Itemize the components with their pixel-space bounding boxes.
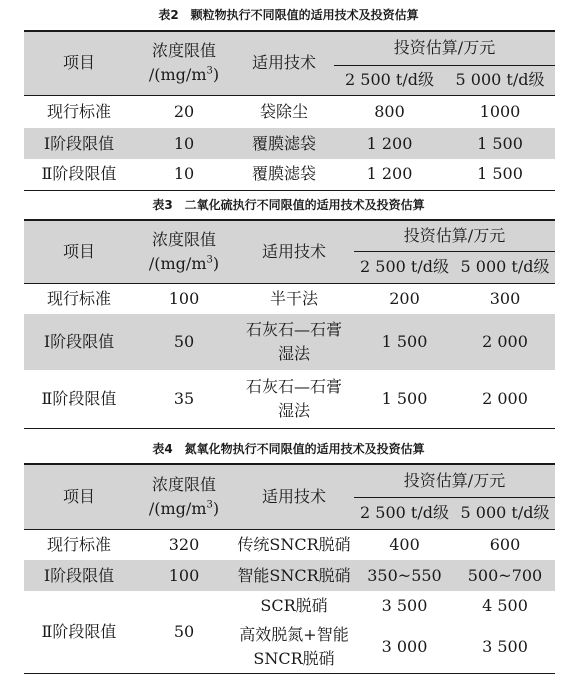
t3-header-concentration [134, 220, 234, 283]
t4-header-investment: 投资估算/万元 [354, 464, 555, 497]
t2-cell-2500: 800 [374, 101, 405, 121]
table-row [24, 283, 555, 314]
t4-cell-tech: 智能SNCR脱硝 [234, 560, 354, 591]
t4-cell-item: Ⅰ阶段限值 [24, 560, 134, 591]
t3-header-investment: 投资估算/万元 [354, 220, 555, 251]
t3-cell-2500: 1 500 [354, 370, 455, 428]
t4-cell-conc: 320 [168, 534, 200, 554]
t2-cell-5000: 1000 [479, 101, 521, 121]
t2-header-5000: 5 000 t/d级 [445, 65, 555, 95]
table2-caption: 表2 颗粒物执行不同限值的适用技术及投资估算 [158, 8, 419, 22]
t2-cell-tech: 袋除尘 [259, 101, 308, 121]
t3-cell-5000: 300 [489, 288, 521, 308]
t2-conc-line2: $/(mg/m^3)$ [148, 65, 220, 85]
t2-cell-conc: 10 [134, 159, 234, 190]
t2-cell-tech: 覆膜滤袋 [234, 128, 334, 159]
t4-cell-conc: 100 [134, 560, 234, 591]
t4-header-item: 项目 [24, 464, 134, 529]
t4-cell-5000: 4 500 [482, 596, 528, 615]
t4-cell-5000: 500~700 [455, 560, 555, 591]
t3-header-2500: 2 500 t/d级 [354, 251, 455, 283]
table-row [24, 128, 555, 159]
t4-cell-2500: 350~550 [354, 560, 455, 591]
table-row [24, 314, 555, 370]
t3-cell-5000: 2 000 [455, 314, 555, 370]
t4-tech-line2: SNCR脱硝 [253, 648, 335, 668]
table-row [24, 95, 555, 128]
t3-tech-line1: 石灰石—石膏 [245, 320, 342, 339]
t4-cell-conc: 50 [134, 591, 234, 673]
t4-conc-line1: 浓度限值 [151, 474, 216, 494]
t3-conc-line2: $/(mg/m^3)$ [148, 253, 220, 273]
t4-cell-2500: 3 500 [381, 596, 428, 615]
t3-header-item: 项目 [24, 220, 134, 283]
t2-cell-2500: 1 200 [334, 128, 445, 159]
t2-header-concentration [134, 31, 234, 95]
table-row [24, 529, 555, 560]
t3-cell-conc: 100 [168, 288, 200, 308]
table-row [24, 370, 555, 428]
table-row [24, 159, 555, 190]
t2-cell-5000: 1 500 [445, 159, 555, 190]
t2-header-2500: 2 500 t/d级 [334, 65, 445, 95]
table4-caption: 表4 氮氧化物执行不同限值的适用技术及投资估算 [152, 442, 425, 456]
t2-cell-tech: 覆膜滤袋 [234, 159, 334, 190]
t3-header-technology: 适用技术 [234, 220, 354, 283]
t4-cell-5000: 600 [489, 534, 521, 554]
t3-cell-item: Ⅰ阶段限值 [24, 314, 134, 370]
t2-header-investment: 投资估算/万元 [334, 31, 555, 65]
t3-cell-item: 现行标准 [46, 288, 111, 308]
t2-cell-item: Ⅰ阶段限值 [24, 128, 134, 159]
t4-cell-5000: 3 500 [455, 621, 555, 673]
table2 [24, 30, 555, 191]
t4-header-2500: 2 500 t/d级 [354, 497, 455, 529]
t3-tech-line2: 湿法 [277, 400, 310, 420]
t4-cell-item: 现行标准 [46, 534, 111, 554]
t3-header-5000: 5 000 t/d级 [455, 251, 555, 283]
t3-cell-5000: 2 000 [455, 370, 555, 428]
t4-cell-tech: SCR脱硝 [260, 596, 328, 615]
t2-cell-5000: 1 500 [445, 128, 555, 159]
t4-cell-item: Ⅱ阶段限值 [24, 591, 134, 673]
t3-cell-conc: 35 [134, 370, 234, 428]
t4-cell-2500: 3 000 [354, 621, 455, 673]
table3-caption: 表3 二氧化硫执行不同限值的适用技术及投资估算 [152, 198, 425, 212]
t4-conc-line2: $/(mg/m^3)$ [148, 498, 220, 518]
table3 [24, 219, 555, 429]
t3-cell-tech: 半干法 [269, 288, 318, 308]
table-row [24, 591, 555, 621]
t3-tech-line1: 石灰石—石膏 [245, 376, 342, 396]
t2-cell-item: Ⅱ阶段限值 [24, 159, 134, 190]
t2-cell-item: 现行标准 [46, 101, 111, 121]
t3-tech-line2: 湿法 [277, 344, 310, 363]
table-row [24, 560, 555, 591]
t3-cell-item: Ⅱ阶段限值 [24, 370, 134, 428]
t4-header-concentration [134, 464, 234, 529]
t3-cell-tech [234, 370, 354, 428]
t4-header-5000: 5 000 t/d级 [455, 497, 555, 529]
t4-cell-tech: 传统SNCR脱硝 [237, 534, 351, 554]
t2-conc-line1: 浓度限值 [151, 41, 216, 61]
t3-cell-tech [234, 314, 354, 370]
t2-header-item: 项目 [24, 31, 134, 95]
t2-header-technology: 适用技术 [234, 31, 334, 95]
t3-conc-line1: 浓度限值 [151, 229, 216, 249]
t2-cell-conc: 10 [134, 128, 234, 159]
t4-header-technology: 适用技术 [234, 464, 354, 529]
t3-cell-conc: 50 [134, 314, 234, 370]
table4 [24, 463, 555, 674]
t4-cell-2500: 400 [389, 534, 420, 554]
t3-cell-2500: 200 [389, 288, 420, 308]
t3-cell-2500: 1 500 [354, 314, 455, 370]
t4-tech-line1: 高效脱氮+智能 [239, 624, 349, 644]
t2-cell-conc: 20 [173, 101, 195, 121]
t4-cell-tech [234, 621, 354, 673]
t2-cell-2500: 1 200 [334, 159, 445, 190]
